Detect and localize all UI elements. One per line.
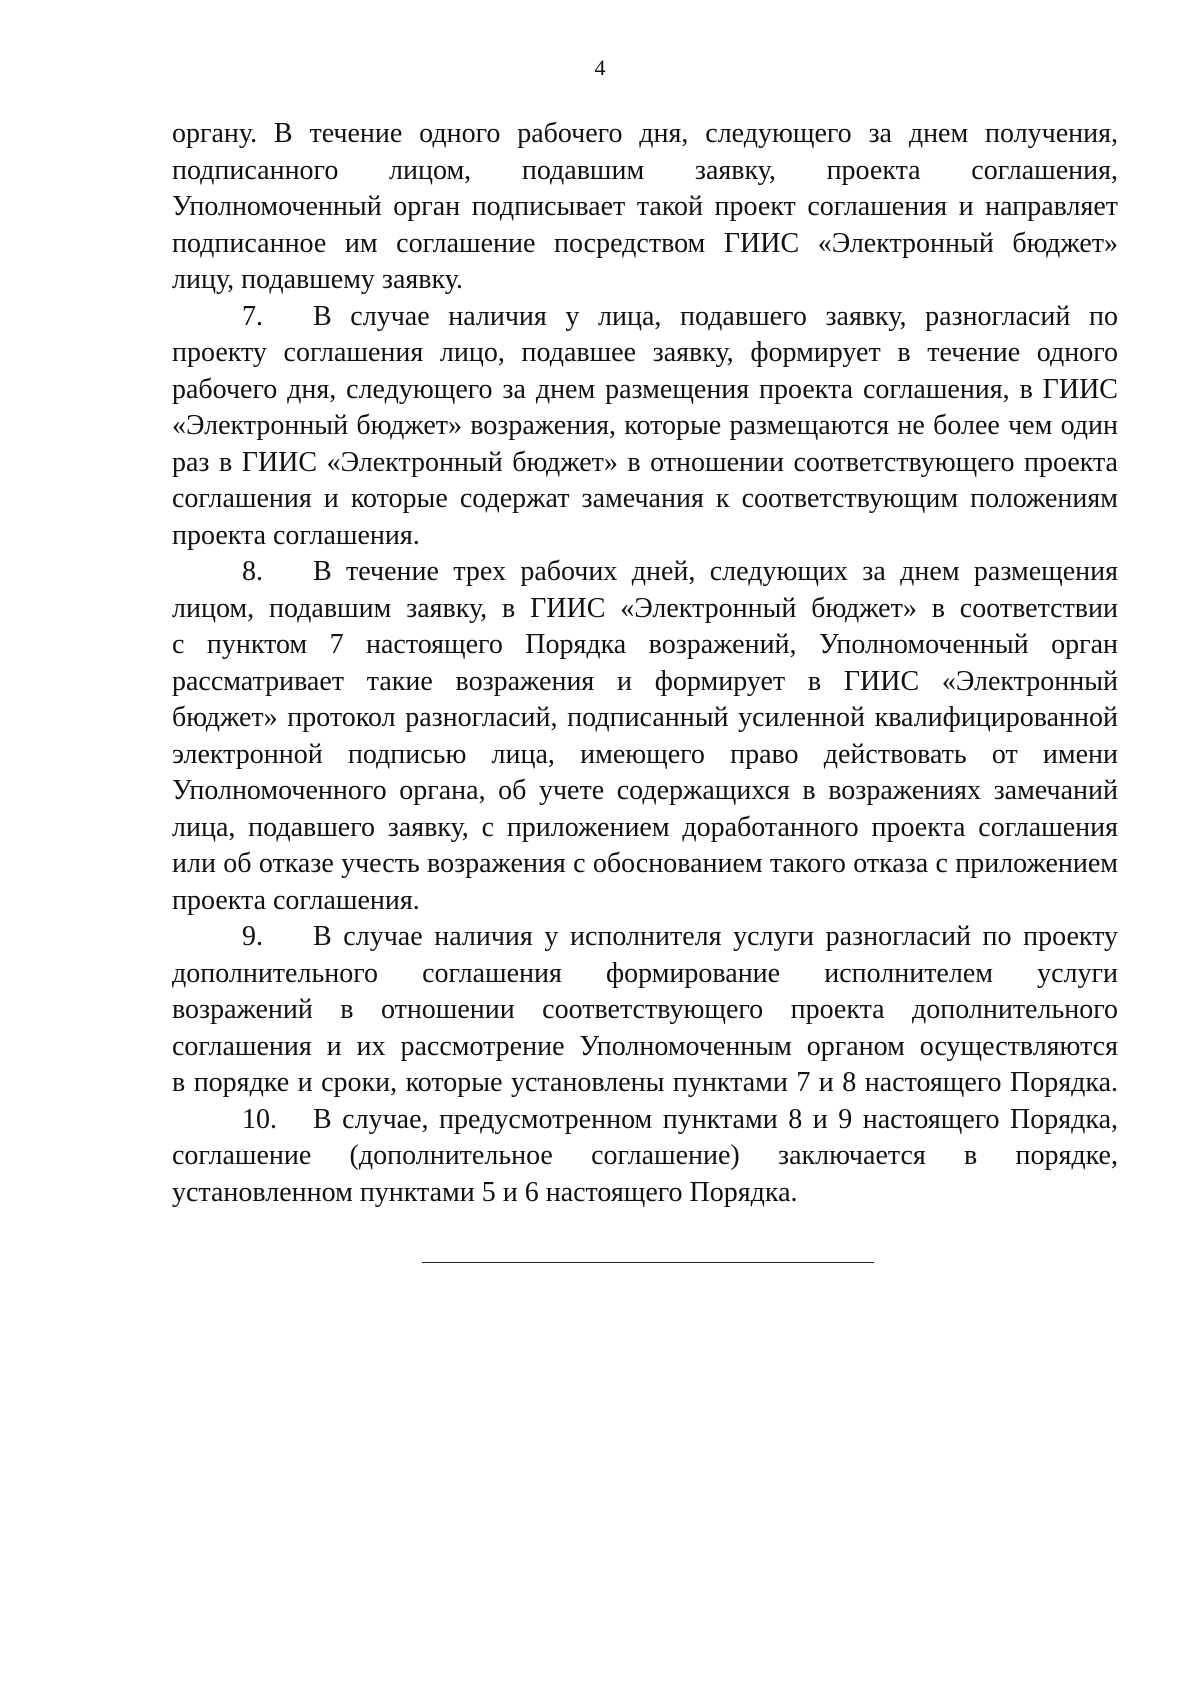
text-line: «Электронный бюджет» возражения, которые размещаются не более чем один <box>172 410 1118 441</box>
text-line: с пунктом 7 настоящего Порядка возражений, Уполномоченный орган <box>172 629 1118 660</box>
text-line: подписанного лицом, подавшим заявку, проекта соглашения, <box>172 154 1118 186</box>
text-line: рассматривает такие возражения и формирует в ГИИС «Электронный <box>172 665 1118 697</box>
text-line: соглашения и которые содержат замечания к соответствующим положениям <box>172 483 1118 514</box>
text-line: проекта соглашения. <box>172 519 420 551</box>
paragraph-8-first-line <box>172 554 1118 591</box>
text-line: соглашения и их рассмотрение Уполномоченным органом осуществляются <box>172 1030 1118 1062</box>
text-line: органу. В течение одного рабочего дня, следующего за днем получения, <box>172 118 1118 149</box>
text-line: В случае наличия у лица, подавшего заявку, разногласий по <box>313 300 1118 332</box>
text-line: рабочего дня, следующего за днем размещения проекта соглашения, в ГИИС <box>172 373 1118 405</box>
text-line: возражений в отношении соответствующего проекта дополнительного <box>172 994 1118 1025</box>
text-line: лицу, подавшему заявку. <box>172 264 463 295</box>
text-line: проекту соглашения лицо, подавшее заявку, формирует в течение одного <box>172 337 1118 368</box>
paragraph-10-first-line <box>172 1102 1118 1139</box>
text-line: лицом, подавшим заявку, в ГИИС «Электронный бюджет» в соответствии <box>172 592 1118 624</box>
text-line: Уполномоченный орган подписывает такой проект соглашения и направляет <box>172 191 1118 222</box>
paragraph-7-first-line <box>172 299 1118 336</box>
text-line: установленном пунктами 5 и 6 настоящего Порядка. <box>172 1176 798 1208</box>
text-line: подписанное им соглашение посредством ГИИС «Электронный бюджет» <box>172 227 1118 259</box>
end-of-document-rule <box>422 1262 874 1263</box>
text-line: лица, подавшего заявку, с приложением доработанного проекта соглашения <box>172 811 1118 843</box>
text-line: электронной подписью лица, имеющего право действовать от имени <box>172 738 1118 770</box>
paragraph-number: 9. <box>242 921 263 952</box>
text-line: раз в ГИИС «Электронный бюджет» в отношении соответствующего проекта <box>172 446 1118 478</box>
paragraph-9-first-line <box>172 919 1118 956</box>
text-line: в порядке и сроки, которые установлены пунктами 7 и 8 настоящего Порядка. <box>172 1067 1118 1098</box>
text-line: дополнительного соглашения формирование исполнителем услуги <box>172 957 1118 989</box>
paragraph-number: 10. <box>242 1103 277 1135</box>
text-line: В течение трех рабочих дней, следующих за днем размещения <box>313 556 1118 587</box>
text-line: бюджет» протокол разногласий, подписанный усиленной квалифицированной <box>172 702 1118 733</box>
text-line: соглашение (дополнительное соглашение) заключается в порядке, <box>172 1140 1118 1171</box>
text-line: В случае, предусмотренном пунктами 8 и 9 настоящего Порядка, <box>313 1103 1118 1135</box>
page-number: 4 <box>594 55 606 80</box>
paragraph-number: 7. <box>242 300 263 332</box>
text-line: Уполномоченного органа, об учете содержащихся в возражениях замечаний <box>172 775 1118 806</box>
paragraph-number: 8. <box>242 556 263 587</box>
text-line: или об отказе учесть возражения с обоснованием такого отказа с приложением <box>172 848 1118 879</box>
document-body <box>172 116 1118 1211</box>
text-line: В случае наличия у исполнителя услуги разногласий по проекту <box>313 921 1118 952</box>
text-line: проекта соглашения. <box>172 884 420 916</box>
